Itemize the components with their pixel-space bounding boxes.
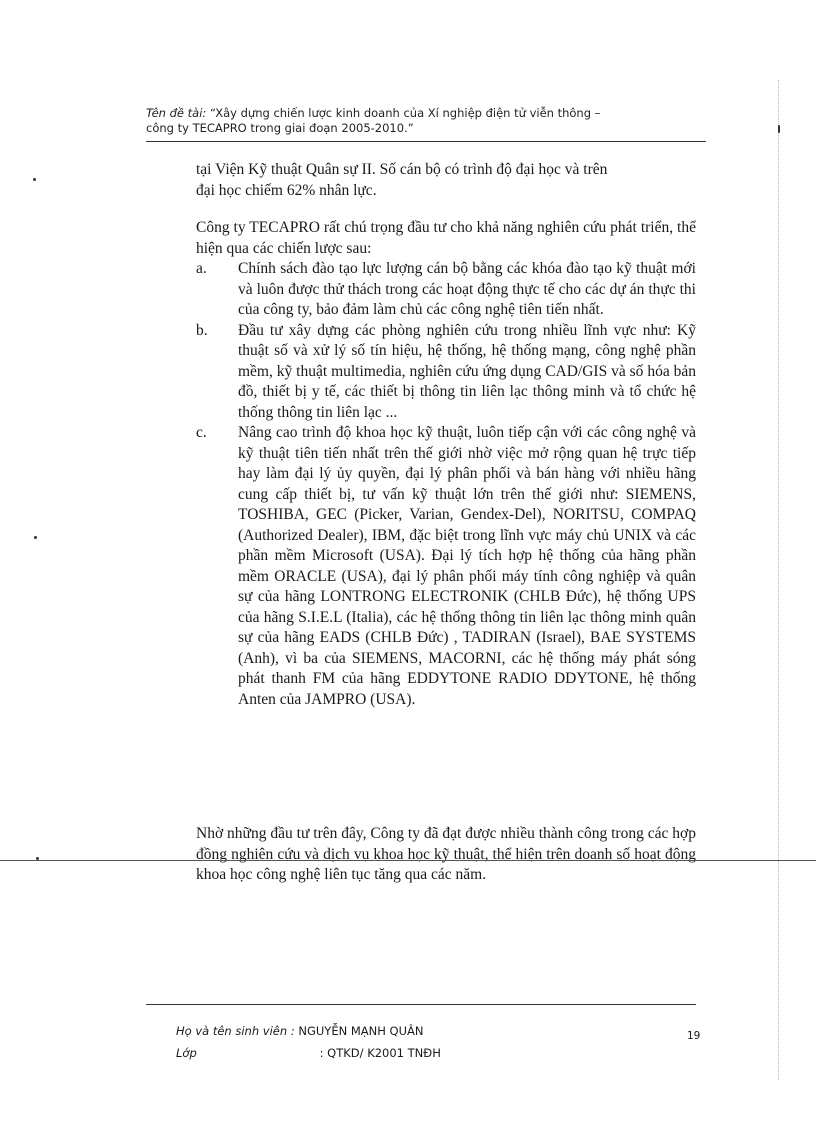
list-item-text: Chính sách đào tạo lực lượng cán bộ bằng các khóa đào tạo kỹ thuật mới và luôn được thử thách trong các hoạt động thực tế cho các dự án thực thi của công ty, bảo đảm làm chủ các công nghệ tiên tiến nhất. bbox=[238, 260, 696, 318]
page-body bbox=[196, 160, 696, 710]
list-item bbox=[196, 423, 696, 710]
lead-paragraph: Công ty TECAPRO rất chú trọng đầu tư cho khả năng nghiên cứu phát triển, thể hiện qua các chiến lược sau: bbox=[196, 219, 696, 257]
scan-speck bbox=[34, 536, 37, 539]
scan-speck bbox=[778, 125, 780, 133]
list-item-text: Đầu tư xây dựng các phòng nghiên cứu trong nhiều lĩnh vực như: Kỹ thuật số và xử lý số tín hiệu, hệ thống, hệ thống mạng, công nghệ phần mềm, kỹ thuật multimedia, nghiên cứu ứng dụng CAD/GIS và số hóa bản đồ, thiết bị y tế, các thiết bị thông tin liên lạc thông minh và tổ chức hệ thống thông tin liên lạc ... bbox=[238, 321, 696, 421]
list-item bbox=[196, 259, 696, 321]
list-marker: b. bbox=[196, 321, 208, 339]
list-marker: a. bbox=[196, 260, 207, 277]
page-number: 19 bbox=[687, 1030, 701, 1042]
document-header bbox=[146, 106, 706, 136]
strategy-list bbox=[196, 259, 696, 710]
class-value: : QTKD/ K2001 TNĐH bbox=[319, 1046, 441, 1060]
list-item bbox=[196, 321, 696, 424]
student-name: NGUYỄN MẠNH QUÂN bbox=[298, 1024, 424, 1038]
list-marker: c. bbox=[196, 424, 207, 441]
list-item-text: Nâng cao trình độ khoa học kỹ thuật, luôn tiếp cận với các công nghệ và kỹ thuật tiên tiến nhất trên thế giới nhờ việc mở rộng quan hệ trực tiếp hay làm đại lý ủy quyền, đại lý phân phối và bán hàng với nhiều hãng cung cấp thiết bị, tư vấn kỹ thuật lớn trên thế giới như: SIEMENS, TOSHIBA, GEC (Picker, Varian, Gendex-Del), NORITSU, COMPAQ (Authorized Dealer), IBM, đặc biệt trong lĩnh vực máy chủ UNIX và các phần mềm Microsoft (USA). Đại lý tích hợp hệ thống của hãng phần mềm ORACLE (USA), đại lý phân phối máy tính công nghiệp và quân sự của hãng LONTRONG ELECTRONIK (CHLB Đức), hệ thống UPS của hãng S.I.E.L (Italia), các hệ thống thông tin liên lạc thông minh quân sự của hãng EADS (CHLB Đức) , TADIRAN (Israel), BAE SYSTEMS (Anh), vì ba của SIEMENS, MACORNI, các hệ thống máy phát sóng phát thanh FM của hãng EDDYTONE RADIO DDYTONE, hệ thống Anten của JAMPRO (USA). bbox=[238, 424, 696, 708]
intro-line-1: tại Viện Kỹ thuật Quân sự II. Số cán bộ có trình độ đại học và trên bbox=[196, 161, 608, 178]
header-divider bbox=[146, 141, 706, 142]
scan-edge-line bbox=[778, 80, 779, 1080]
header-title-line-2: công ty TECAPRO trong giai đoạn 2005-2010.” bbox=[146, 121, 414, 135]
footer-divider bbox=[146, 1004, 696, 1005]
header-title: “Xây dựng chiến lược kinh doanh của Xí nghiệp điện tử viễn thông – bbox=[209, 106, 601, 120]
intro-line-2: đại học chiếm 62% nhân lực. bbox=[196, 181, 377, 199]
document-footer bbox=[176, 1020, 696, 1064]
scan-speck bbox=[33, 178, 36, 181]
footer-student-row bbox=[176, 1020, 696, 1042]
scan-artifact-line bbox=[0, 860, 816, 861]
closing-paragraph: Nhờ những đầu tư trên đây, Công ty đã đạt được nhiều thành công trong các hợp đồng nghiên cứu và dịch vụ khoa học kỹ thuật, thể hiện trên doanh số hoạt động khoa học công nghệ liên tục tăng qua các năm. bbox=[196, 825, 696, 883]
footer-class-row bbox=[176, 1042, 696, 1064]
class-label: Lớp bbox=[176, 1046, 197, 1060]
header-line-1 bbox=[146, 106, 706, 121]
header-label: Tên đề tài: bbox=[146, 106, 207, 120]
scan-speck bbox=[36, 857, 39, 860]
student-label: Họ và tên sinh viên : bbox=[176, 1024, 295, 1038]
